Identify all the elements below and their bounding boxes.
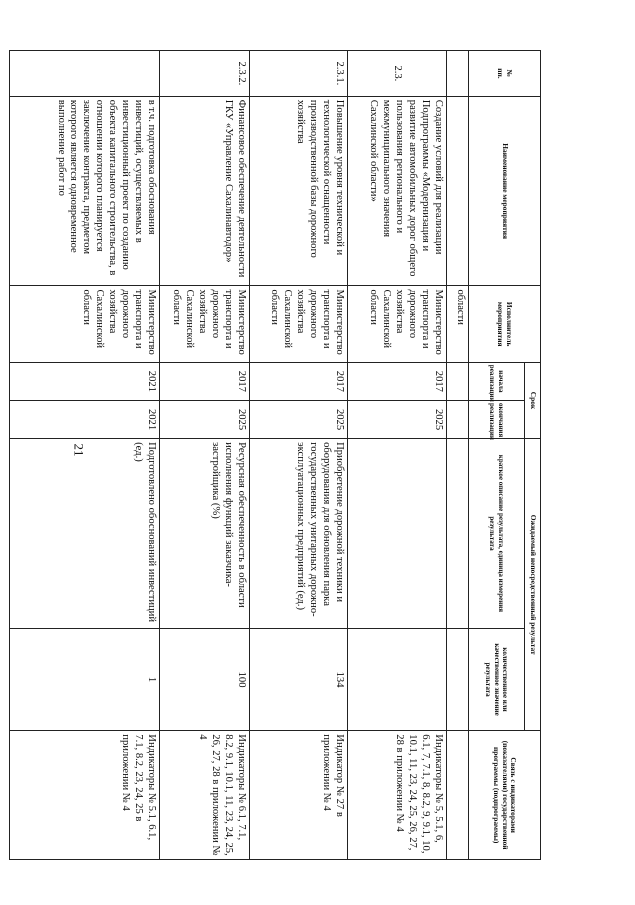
- row-name: Финансовое обеспечение деятельности ГКУ «Управление Сахалинавтодор»: [160, 96, 250, 286]
- row-start: 2017: [348, 362, 447, 400]
- row-executor: Министерство транспорта и дорожного хозяйства Сахалинской области: [10, 286, 160, 362]
- row-desc: [447, 439, 469, 629]
- row-value: [447, 628, 469, 730]
- row-name: Создание условий для реализации Подпрограммы «Модернизация и развитие автомобильных дорог общего пользования регионального и межмуниципального значения Сахалинской области»: [348, 96, 447, 286]
- header-term-start: начала реализации: [469, 362, 525, 400]
- row-end: 2025: [348, 400, 447, 438]
- table-row: [160, 51, 250, 860]
- row-link: Индикаторы № 6.1, 7.1, 8.2, 9.1, 10.1, 11, 23, 24, 25, 26, 27, 28 в приложении № 4: [160, 731, 250, 860]
- row-link: Индикатор № 27 в приложении № 4: [250, 731, 348, 860]
- header-name: Наименование мероприятия: [469, 96, 541, 286]
- table-row: [348, 51, 447, 860]
- row-link: [447, 731, 469, 860]
- row-desc: [348, 439, 447, 629]
- row-desc: Ресурсная обеспеченность в области исполнения функций заказчика-застройщика (%): [160, 439, 250, 629]
- header-term-end: окончания реализации: [469, 400, 525, 438]
- row-link: Индикаторы № 5, 5.1, 6, 6.1, 7, 7.1, 8, 8.2, 9, 9.1, 10, 10.1, 11, 23, 24, 25, 26, 27, 28 в приложении № 4: [348, 731, 447, 860]
- row-num: [447, 51, 469, 97]
- header-link: Связь с индикаторами (показателями) государственной программы (подпрограммы): [469, 731, 541, 860]
- row-num: [10, 51, 160, 97]
- header-executor: Исполнитель мероприятия: [469, 286, 541, 362]
- row-value: 134: [250, 628, 348, 730]
- row-end: [447, 400, 469, 438]
- header-result-value: количественное или качественное значение результата: [469, 628, 525, 730]
- row-value: 1: [10, 628, 160, 730]
- row-executor: области: [447, 286, 469, 362]
- row-executor: Министерство транспорта и дорожного хозяйства Сахалинской области: [348, 286, 447, 362]
- row-end: 2025: [160, 400, 250, 438]
- row-value: [348, 628, 447, 730]
- header-result-desc: краткое описание результата, единица измерения результата: [469, 439, 525, 629]
- page-number: 21: [71, 443, 87, 457]
- header-result: Ожидаемый непосредственный результат: [525, 439, 541, 731]
- row-link: Индикаторы № 5.1, 6.1, 7.1, 8.2, 23, 24, 25 в приложении № 4: [10, 731, 160, 860]
- table-row: [10, 51, 160, 860]
- row-executor: Министерство транспорта и дорожного хозяйства Сахалинской области: [160, 286, 250, 362]
- table-row: [447, 51, 469, 860]
- row-executor: Министерство транспорта и дорожного хозяйства Сахалинской области: [250, 286, 348, 362]
- table-row: [250, 51, 348, 860]
- row-value: 100: [160, 628, 250, 730]
- row-end: 2021: [10, 400, 160, 438]
- row-desc: Подготовлено обоснований инвестиций (ед.): [10, 439, 160, 629]
- row-num: 2.3.2.: [160, 51, 250, 97]
- row-start: 2017: [160, 362, 250, 400]
- measures-table: [9, 50, 541, 860]
- row-start: 2017: [250, 362, 348, 400]
- row-name: в т.ч. подготовка обоснования инвестиций, осуществляемых в инвестиционный проект по созданию объекта капитального строительства, в отношении которого планируется заключение контракта, предметом которого является одновременное выполнение работ по: [10, 96, 160, 286]
- row-num: 2.3.1.: [250, 51, 348, 97]
- row-end: 2025: [250, 400, 348, 438]
- header-num: № пп.: [469, 51, 541, 97]
- header-term: Срок: [525, 362, 541, 438]
- row-desc: Приобретение дорожной техники и оборудования для обновления парка государственных унитарных дорожно-эксплуатационных предприятий (ед.): [250, 439, 348, 629]
- row-name: Повышение уровня технической и технологической оснащенности производственной базы дорожного хозяйства: [250, 96, 348, 286]
- row-name: [447, 96, 469, 286]
- row-num: 2.3.: [348, 51, 447, 97]
- row-start: 2021: [10, 362, 160, 400]
- row-start: [447, 362, 469, 400]
